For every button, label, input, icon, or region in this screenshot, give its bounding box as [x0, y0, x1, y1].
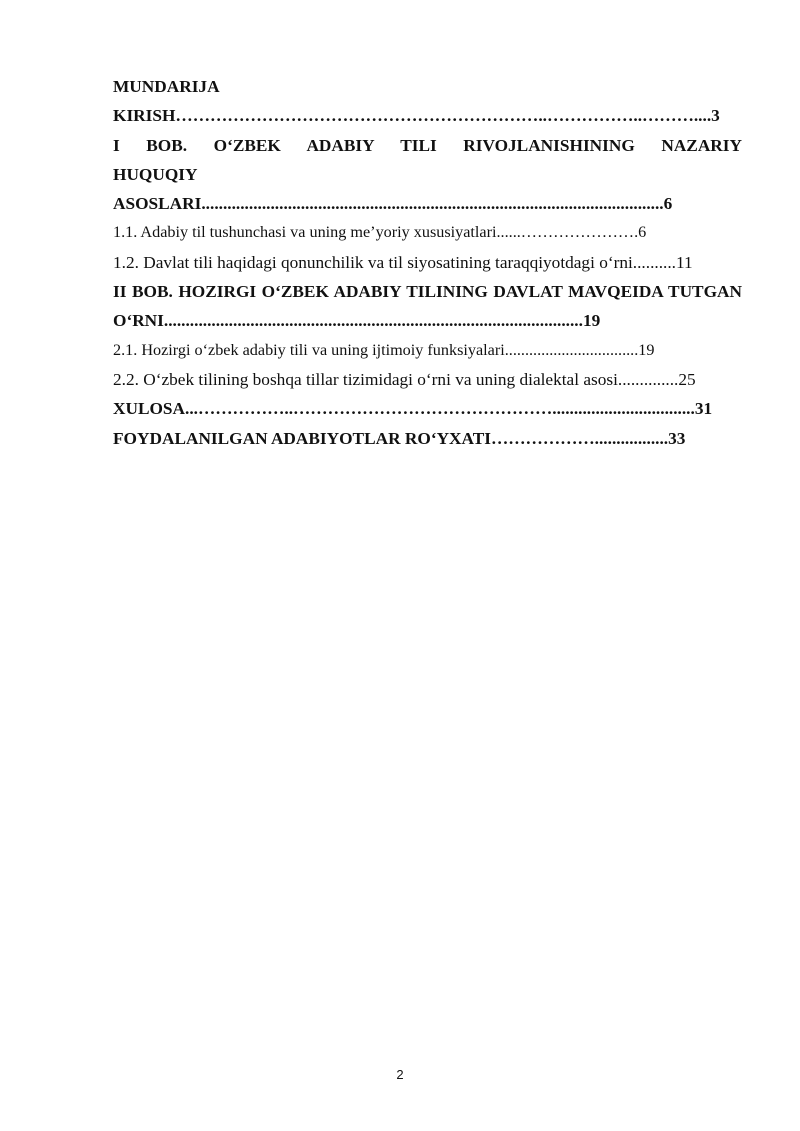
toc-entry-chapter-1-line3: ASOSLARI...........................................................................................................6: [113, 194, 673, 214]
toc-entry-section-2-2: 2.2. O‘zbek tilining boshqa tillar tizimidagi o‘rni va uning dialektal asosi..............25: [113, 369, 696, 389]
toc-entry-xulosa: XULOSA...……………..……………………………………….................................31: [113, 399, 713, 419]
toc-entry-references: FOYDALANILGAN ADABIYOTLAR RO‘YXATI……………….................33: [113, 428, 686, 448]
toc-entry-chapter-1-line2: HUQUQIY: [113, 164, 198, 184]
toc-entry-kirish: KIRISH………………………………………………………..……………..………....3: [113, 106, 720, 126]
toc-entry-section-1-2: 1.2. Davlat tili haqidagi qonunchilik va til siyosatining taraqqiyotdagi o‘rni..........11: [113, 252, 693, 272]
page-number: 2: [396, 1067, 404, 1082]
toc-entry-section-1-1: 1.1. Adabiy til tushunchasi va uning me’yoriy xususiyatlari......………………….6: [113, 223, 647, 242]
toc-title: MUNDARIJA: [113, 77, 220, 96]
toc-entry-chapter-2: II BOB. HOZIRGI O‘ZBEK ADABIY TILINING DAVLAT MAVQEIDA TUTGAN O‘RNI.................................................................................................19: [113, 282, 742, 331]
toc-entry-section-2-1: 2.1. Hozirgi o‘zbek adabiy tili va uning ijtimoiy funksiyalari.................................19: [113, 340, 655, 359]
table-of-contents: [113, 72, 742, 453]
toc-entry-chapter-1-line1: I BOB. O‘ZBEK ADABIY TILI RIVOJLANISHINING NAZARIY: [113, 135, 742, 155]
